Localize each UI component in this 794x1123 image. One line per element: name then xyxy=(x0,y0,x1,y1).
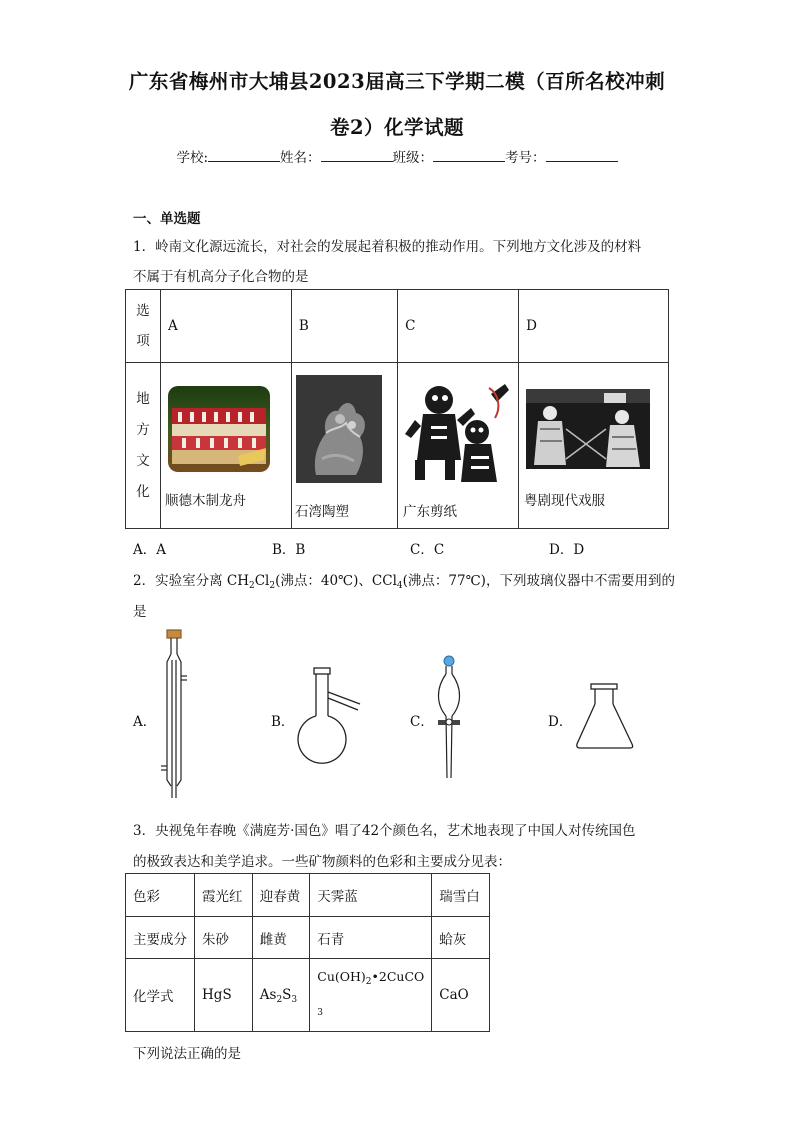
q1-header-char: 项 xyxy=(136,333,150,349)
q1-text-line2: 不属于有机高分子化合物的是 xyxy=(133,269,309,285)
name-blank[interactable] xyxy=(321,149,393,162)
q1-answer-c[interactable]: C．C xyxy=(410,542,445,558)
pottery-sculpture-photo xyxy=(296,375,382,483)
q3-text-line1: 3．央视兔年春晚《满庭芳·国色》唱了42个颜色名，艺术地表现了中国人对传统国色 xyxy=(133,823,636,839)
q3-cell: CaO xyxy=(432,959,490,1032)
q1-caption-d: 粤剧现代戏服 xyxy=(524,493,605,509)
q3-cell: HgS xyxy=(195,959,253,1032)
q1-option-letter: C xyxy=(398,290,519,363)
condenser-icon[interactable] xyxy=(155,628,191,804)
q3-cell: 石青 xyxy=(310,917,432,959)
q1-option-letter: A xyxy=(160,290,291,363)
name-label: 姓名： xyxy=(280,150,321,166)
q1-row-char: 文 xyxy=(136,452,150,469)
formula-part: Cu(OH) xyxy=(317,969,366,984)
school-label: 学校: xyxy=(176,150,209,166)
q2-text-part: (沸点：40℃)、CCl xyxy=(275,573,397,589)
separatory-funnel-icon[interactable] xyxy=(430,654,468,780)
q3-cell xyxy=(310,959,432,1032)
q3-cell: 瑞雪白 xyxy=(432,874,490,917)
q1-caption-c: 广东剪纸 xyxy=(403,504,457,520)
student-info-line xyxy=(0,146,794,166)
q2-option-c-label[interactable]: C． xyxy=(410,714,434,730)
formula-part: As xyxy=(259,987,277,1003)
q3-text-line2: 的极致表达和美学追求。一些矿物颜料的色彩和主要成分见表： xyxy=(133,854,511,870)
page-title-line2: 卷2）化学试题 xyxy=(329,116,465,139)
distillation-flask-icon[interactable] xyxy=(292,664,364,766)
q1-caption-b: 石湾陶塑 xyxy=(295,504,349,520)
subscript: 2 xyxy=(248,581,255,591)
q3-prompt: 下列说法正确的是 xyxy=(133,1046,241,1062)
exam-no-blank[interactable] xyxy=(546,149,618,162)
q3-cell: 天霁蓝 xyxy=(310,874,432,917)
q3-cell: 霞光红 xyxy=(195,874,253,917)
q3-cell: 色彩 xyxy=(126,874,195,917)
q1-option-letter: D xyxy=(519,290,669,363)
q1-row-label xyxy=(126,363,161,529)
q2-option-a-label[interactable]: A． xyxy=(133,714,157,730)
q3-cell: 雌黄 xyxy=(252,917,310,959)
formula-part: S xyxy=(282,987,292,1003)
dragon-boat-photo xyxy=(168,386,270,472)
exam-no-label: 考号： xyxy=(505,150,546,166)
q2-text-part: 2．实验室分离 CH xyxy=(133,573,249,589)
subscript: 3 xyxy=(291,995,298,1005)
q1-row-char: 地 xyxy=(136,390,150,407)
q1-answer-d[interactable]: D．D xyxy=(549,542,585,558)
subscript: 2 xyxy=(276,995,283,1005)
q1-option-letter: B xyxy=(291,290,397,363)
q2-text-part: (沸点：77℃)，下列玻璃仪器中不需要用到的 xyxy=(402,573,675,589)
conical-flask-icon[interactable] xyxy=(574,682,636,752)
q3-cell: 迎春黄 xyxy=(252,874,310,917)
q2-option-b-label[interactable]: B． xyxy=(271,714,295,730)
opera-costume-photo xyxy=(526,389,650,469)
q2-text-line2: 是 xyxy=(133,604,147,620)
q3-cell xyxy=(252,959,310,1032)
subscript: 4 xyxy=(396,581,403,591)
subscript: 3 xyxy=(317,1008,323,1018)
paper-cut-photo xyxy=(405,374,511,488)
q1-text-line1: 1．岭南文化源远流长，对社会的发展起着积极的推动作用。下列地方文化涉及的材料 xyxy=(133,239,642,255)
q1-answer-b[interactable]: B．B xyxy=(272,542,306,558)
formula-part: •2CuCO xyxy=(371,969,425,984)
class-blank[interactable] xyxy=(433,149,505,162)
q2-text-part: Cl xyxy=(254,573,270,589)
subscript: 2 xyxy=(365,977,372,987)
school-blank[interactable] xyxy=(208,149,280,162)
q1-answer-a[interactable]: A．A xyxy=(133,542,166,558)
q3-pigment-table xyxy=(125,873,490,1032)
q3-cell: 朱砂 xyxy=(195,917,253,959)
q2-text-line1 xyxy=(133,569,675,589)
q3-cell: 蛤灰 xyxy=(432,917,490,959)
q1-row-char: 化 xyxy=(136,483,150,500)
subscript: 2 xyxy=(269,581,276,591)
class-label: 班级： xyxy=(392,150,434,166)
q1-row-char: 方 xyxy=(136,421,150,438)
q1-header-label xyxy=(126,290,161,363)
q3-cell: 主要成分 xyxy=(126,917,195,959)
q1-header-char: 选 xyxy=(136,303,150,319)
section-heading: 一、单选题 xyxy=(133,211,201,227)
q3-cell: 化学式 xyxy=(126,959,195,1032)
q2-option-d-label[interactable]: D． xyxy=(548,714,573,730)
q1-caption-a: 顺德木制龙舟 xyxy=(165,493,246,509)
page-title-line1: 广东省梅州市大埔县2023届高三下学期二模（百所名校冲刺 xyxy=(128,70,666,93)
